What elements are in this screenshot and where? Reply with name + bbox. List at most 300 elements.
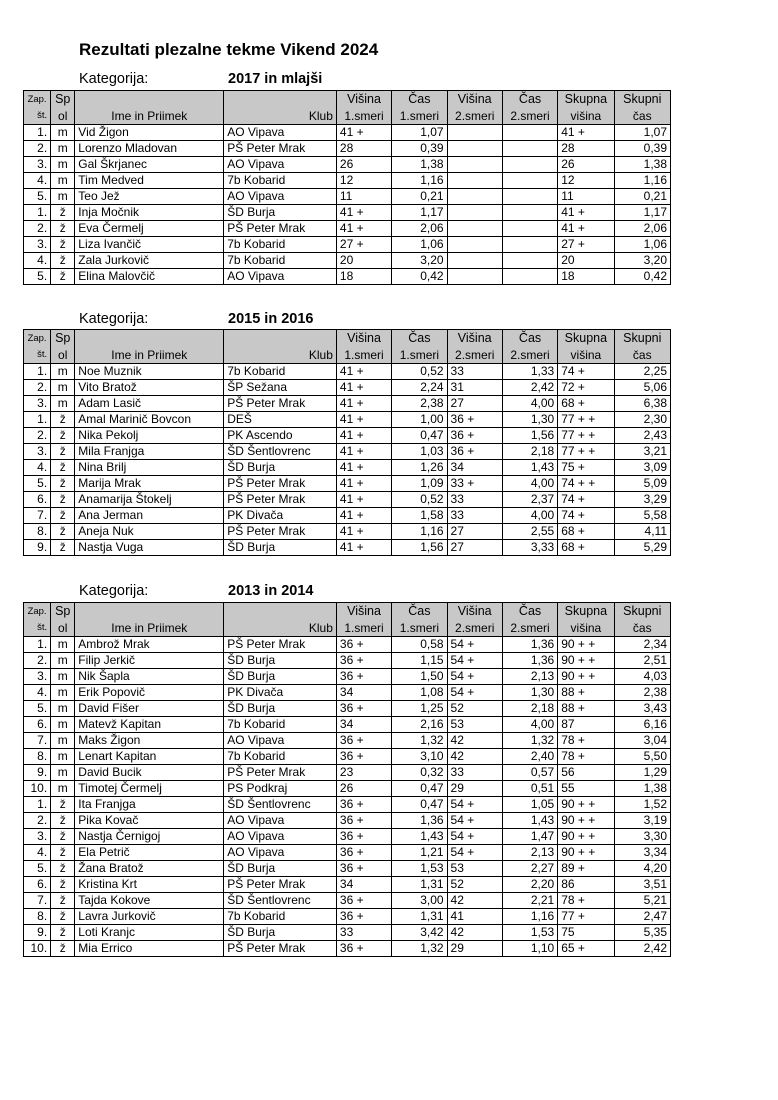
column-header-sp-line1: Sp — [51, 603, 75, 621]
category-value: 2017 in mlajši — [228, 71, 323, 87]
cell-v2: 54 + — [447, 653, 502, 669]
column-header-t1-line2: 1.smeri — [392, 108, 447, 125]
cell-v1: 23 — [336, 765, 391, 781]
cell-v1: 36 + — [336, 909, 391, 925]
cell-sv: 90 + + — [558, 637, 614, 653]
table-row — [24, 157, 671, 173]
table-row — [24, 492, 671, 508]
column-header-sp-line1: Sp — [51, 91, 75, 109]
cell-sp: ž — [51, 540, 75, 556]
cell-t1: 1,32 — [392, 941, 447, 957]
cell-st: 1,17 — [614, 205, 670, 221]
table-row — [24, 653, 671, 669]
table-row — [24, 141, 671, 157]
cell-sv: 28 — [558, 141, 614, 157]
cell-sp: ž — [51, 845, 75, 861]
cell-name: Nastja Černigoj — [75, 829, 224, 845]
cell-sv: 88 + — [558, 701, 614, 717]
table-row — [24, 524, 671, 540]
table-row — [24, 237, 671, 253]
column-header-t1-line1: Čas — [392, 91, 447, 109]
cell-t2 — [502, 269, 557, 285]
cell-sv: 12 — [558, 173, 614, 189]
cell-sp: m — [51, 125, 75, 141]
cell-t1: 2,24 — [392, 380, 447, 396]
cell-sp: ž — [51, 925, 75, 941]
cell-sv: 75 + — [558, 460, 614, 476]
cell-name: Ambrož Mrak — [75, 637, 224, 653]
cell-v1: 34 — [336, 717, 391, 733]
cell-name: Anamarija Štokelj — [75, 492, 224, 508]
cell-t1: 1,21 — [392, 845, 447, 861]
cell-t1: 1,53 — [392, 861, 447, 877]
cell-zap: 5. — [24, 701, 51, 717]
cell-st: 3,19 — [614, 813, 670, 829]
cell-zap: 5. — [24, 189, 51, 205]
cell-club: PS Podkraj — [224, 781, 337, 797]
cell-sv: 41 + — [558, 221, 614, 237]
column-header-t2-line2: 2.smeri — [502, 347, 557, 364]
table-row — [24, 941, 671, 957]
cell-zap: 1. — [24, 125, 51, 141]
column-header-sv-line2: višina — [558, 347, 614, 364]
cell-v2 — [447, 205, 502, 221]
cell-zap: 8. — [24, 909, 51, 925]
table-row — [24, 829, 671, 845]
cell-sv: 68 + — [558, 540, 614, 556]
cell-sv: 26 — [558, 157, 614, 173]
page-title: Rezultati plezalne tekme Vikend 2024 — [79, 40, 379, 59]
cell-name: David Bucik — [75, 765, 224, 781]
column-header-name: Ime in Priimek — [75, 620, 224, 637]
cell-sp: m — [51, 157, 75, 173]
cell-t2 — [502, 205, 557, 221]
table-row — [24, 909, 671, 925]
cell-zap: 3. — [24, 444, 51, 460]
category-label: Kategorija: — [79, 583, 149, 599]
cell-v2: 42 — [447, 733, 502, 749]
cell-v1: 26 — [336, 157, 391, 173]
cell-sv: 55 — [558, 781, 614, 797]
cell-t2: 2,55 — [502, 524, 557, 540]
cell-club: ŠD Burja — [224, 460, 337, 476]
cell-name: Lavra Jurkovič — [75, 909, 224, 925]
cell-sv: 41 + — [558, 125, 614, 141]
cell-name: Ita Franjga — [75, 797, 224, 813]
cell-v2: 54 + — [447, 669, 502, 685]
cell-zap: 6. — [24, 717, 51, 733]
cell-t1: 1,07 — [392, 125, 447, 141]
cell-v2: 33 — [447, 364, 502, 380]
cell-t1: 1,06 — [392, 237, 447, 253]
cell-sp: ž — [51, 205, 75, 221]
table-row — [24, 380, 671, 396]
cell-club: PŠ Peter Mrak — [224, 476, 337, 492]
cell-st: 1,16 — [614, 173, 670, 189]
cell-t2: 4,00 — [502, 508, 557, 524]
cell-zap: 7. — [24, 893, 51, 909]
cell-name: Erik Popovič — [75, 685, 224, 701]
cell-v2: 53 — [447, 861, 502, 877]
cell-sp: ž — [51, 412, 75, 428]
cell-t2: 1,36 — [502, 637, 557, 653]
cell-st: 1,06 — [614, 237, 670, 253]
cell-t1: 1,08 — [392, 685, 447, 701]
cell-club: ŠD Burja — [224, 653, 337, 669]
column-header-spacer — [224, 603, 337, 621]
column-header-name: Ime in Priimek — [75, 347, 224, 364]
cell-club: PŠ Peter Mrak — [224, 941, 337, 957]
cell-sv: 78 + — [558, 893, 614, 909]
column-header-zap-line1: Zap. — [24, 330, 51, 348]
column-header-t2-line1: Čas — [502, 603, 557, 621]
column-header-t1-line2: 1.smeri — [392, 620, 447, 637]
table-row — [24, 781, 671, 797]
table-row — [24, 893, 671, 909]
cell-club: AO Vipava — [224, 189, 337, 205]
cell-sp: ž — [51, 476, 75, 492]
column-header-v2-line1: Višina — [447, 330, 502, 348]
cell-v2: 41 — [447, 909, 502, 925]
cell-sp: m — [51, 653, 75, 669]
column-header-v2-line1: Višina — [447, 91, 502, 109]
cell-sv: 77 + + — [558, 412, 614, 428]
cell-club: PŠ Peter Mrak — [224, 396, 337, 412]
cell-v1: 41 + — [336, 380, 391, 396]
cell-v2 — [447, 173, 502, 189]
column-header-t2-line1: Čas — [502, 91, 557, 109]
cell-sp: m — [51, 685, 75, 701]
cell-sp: m — [51, 733, 75, 749]
cell-t1: 0,52 — [392, 492, 447, 508]
cell-name: Marija Mrak — [75, 476, 224, 492]
cell-v1: 12 — [336, 173, 391, 189]
cell-club: AO Vipava — [224, 813, 337, 829]
cell-t1: 1,03 — [392, 444, 447, 460]
cell-sp: ž — [51, 444, 75, 460]
cell-name: Filip Jerkič — [75, 653, 224, 669]
column-header-t1-line2: 1.smeri — [392, 347, 447, 364]
cell-v1: 41 + — [336, 428, 391, 444]
cell-t2 — [502, 237, 557, 253]
cell-t2: 2,27 — [502, 861, 557, 877]
cell-sv: 74 + — [558, 508, 614, 524]
cell-name: Zala Jurkovič — [75, 253, 224, 269]
cell-st: 5,58 — [614, 508, 670, 524]
table-row — [24, 701, 671, 717]
column-header-v1-line2: 1.smeri — [336, 620, 391, 637]
column-header-t2-line2: 2.smeri — [502, 620, 557, 637]
cell-t1: 2,06 — [392, 221, 447, 237]
results-table — [23, 90, 671, 285]
results-table — [23, 329, 671, 556]
cell-v1: 41 + — [336, 476, 391, 492]
cell-club: ŠD Šentlovrenc — [224, 797, 337, 813]
cell-v2: 54 + — [447, 685, 502, 701]
cell-sp: m — [51, 396, 75, 412]
table-row — [24, 508, 671, 524]
category-label: Kategorija: — [79, 311, 149, 327]
cell-zap: 10. — [24, 781, 51, 797]
cell-st: 1,29 — [614, 765, 670, 781]
cell-v2: 42 — [447, 749, 502, 765]
cell-club: 7b Kobarid — [224, 749, 337, 765]
cell-sv: 90 + + — [558, 845, 614, 861]
cell-t1: 2,38 — [392, 396, 447, 412]
column-header-v1-line2: 1.smeri — [336, 347, 391, 364]
cell-name: Pika Kovač — [75, 813, 224, 829]
cell-sv: 18 — [558, 269, 614, 285]
cell-t2: 1,53 — [502, 925, 557, 941]
cell-name: Gal Škrjanec — [75, 157, 224, 173]
cell-t1: 0,47 — [392, 428, 447, 444]
cell-sv: 11 — [558, 189, 614, 205]
cell-sp: ž — [51, 861, 75, 877]
cell-zap: 1. — [24, 364, 51, 380]
cell-club: ŠD Burja — [224, 669, 337, 685]
cell-sp: m — [51, 669, 75, 685]
cell-sp: ž — [51, 492, 75, 508]
cell-v1: 41 + — [336, 540, 391, 556]
table-row — [24, 412, 671, 428]
cell-name: Ela Petrič — [75, 845, 224, 861]
cell-t1: 1,31 — [392, 877, 447, 893]
table-row — [24, 444, 671, 460]
cell-v1: 41 + — [336, 364, 391, 380]
cell-v1: 36 + — [336, 669, 391, 685]
cell-name: Nika Pekolj — [75, 428, 224, 444]
cell-t1: 1,31 — [392, 909, 447, 925]
cell-v1: 36 + — [336, 797, 391, 813]
column-header-v2-line2: 2.smeri — [447, 108, 502, 125]
cell-st: 5,35 — [614, 925, 670, 941]
cell-st: 0,39 — [614, 141, 670, 157]
cell-zap: 2. — [24, 380, 51, 396]
cell-st: 1,52 — [614, 797, 670, 813]
cell-st: 2,51 — [614, 653, 670, 669]
cell-club: AO Vipava — [224, 157, 337, 173]
cell-v1: 41 + — [336, 221, 391, 237]
column-header-sv-line1: Skupna — [558, 91, 614, 109]
cell-t2: 2,18 — [502, 701, 557, 717]
cell-zap: 6. — [24, 877, 51, 893]
cell-v1: 33 — [336, 925, 391, 941]
cell-st: 0,21 — [614, 189, 670, 205]
table-row — [24, 269, 671, 285]
cell-v1: 36 + — [336, 749, 391, 765]
cell-t2: 1,43 — [502, 813, 557, 829]
cell-v2: 54 + — [447, 829, 502, 845]
cell-st: 6,16 — [614, 717, 670, 733]
cell-club: PK Ascendo — [224, 428, 337, 444]
cell-club: ŠD Šentlovrenc — [224, 893, 337, 909]
column-header-sp-line2: ol — [51, 108, 75, 125]
cell-v1: 34 — [336, 685, 391, 701]
cell-v1: 36 + — [336, 861, 391, 877]
cell-v2 — [447, 269, 502, 285]
cell-v2 — [447, 141, 502, 157]
cell-t2: 4,00 — [502, 476, 557, 492]
table-row — [24, 765, 671, 781]
cell-name: Maks Žigon — [75, 733, 224, 749]
table-row — [24, 685, 671, 701]
table-row — [24, 925, 671, 941]
cell-v2: 53 — [447, 717, 502, 733]
cell-zap: 7. — [24, 508, 51, 524]
cell-t1: 0,21 — [392, 189, 447, 205]
cell-t1: 3,20 — [392, 253, 447, 269]
cell-sp: ž — [51, 428, 75, 444]
cell-sp: m — [51, 765, 75, 781]
cell-t1: 1,38 — [392, 157, 447, 173]
cell-zap: 8. — [24, 524, 51, 540]
table-row — [24, 637, 671, 653]
cell-v2: 54 + — [447, 797, 502, 813]
cell-v1: 36 + — [336, 829, 391, 845]
cell-sv: 74 + + — [558, 476, 614, 492]
cell-t1: 0,47 — [392, 781, 447, 797]
cell-v1: 41 + — [336, 125, 391, 141]
cell-club: ŠD Burja — [224, 205, 337, 221]
table-row — [24, 173, 671, 189]
cell-name: Nik Šapla — [75, 669, 224, 685]
cell-t2: 4,00 — [502, 717, 557, 733]
cell-zap: 2. — [24, 813, 51, 829]
cell-st: 2,47 — [614, 909, 670, 925]
cell-club: ŠD Burja — [224, 701, 337, 717]
cell-sv: 74 + — [558, 364, 614, 380]
column-header-sp-line1: Sp — [51, 330, 75, 348]
cell-name: Vito Bratož — [75, 380, 224, 396]
cell-v2: 33 — [447, 492, 502, 508]
cell-t2: 1,10 — [502, 941, 557, 957]
cell-v2: 33 — [447, 508, 502, 524]
cell-name: Žana Bratož — [75, 861, 224, 877]
cell-t2: 1,16 — [502, 909, 557, 925]
cell-v1: 41 + — [336, 492, 391, 508]
cell-v1: 36 + — [336, 637, 391, 653]
column-header-t2-line2: 2.smeri — [502, 108, 557, 125]
cell-sv: 86 — [558, 877, 614, 893]
column-header-spacer — [75, 91, 224, 109]
cell-st: 4,11 — [614, 524, 670, 540]
cell-v2: 33 — [447, 765, 502, 781]
cell-t1: 0,52 — [392, 364, 447, 380]
table-row — [24, 797, 671, 813]
cell-name: Teo Jež — [75, 189, 224, 205]
cell-st: 3,34 — [614, 845, 670, 861]
cell-sp: ž — [51, 524, 75, 540]
column-header-v2-line1: Višina — [447, 603, 502, 621]
cell-t1: 1,26 — [392, 460, 447, 476]
cell-st: 3,20 — [614, 253, 670, 269]
column-header-v1-line1: Višina — [336, 330, 391, 348]
cell-sp: m — [51, 173, 75, 189]
cell-v2: 36 + — [447, 444, 502, 460]
column-header-sp-line2: ol — [51, 620, 75, 637]
column-header-sv-line1: Skupna — [558, 330, 614, 348]
column-header-v2-line2: 2.smeri — [447, 620, 502, 637]
column-header-zap-line2: št. — [24, 347, 51, 364]
cell-sv: 75 — [558, 925, 614, 941]
cell-t2: 2,13 — [502, 669, 557, 685]
table-row — [24, 476, 671, 492]
column-header-st-line1: Skupni — [614, 91, 670, 109]
cell-t2 — [502, 253, 557, 269]
cell-t2: 1,43 — [502, 460, 557, 476]
cell-v2: 54 + — [447, 845, 502, 861]
column-header-spacer — [224, 91, 337, 109]
cell-t2 — [502, 189, 557, 205]
cell-name: Timotej Čermelj — [75, 781, 224, 797]
cell-st: 2,38 — [614, 685, 670, 701]
cell-v2 — [447, 221, 502, 237]
cell-t1: 1,00 — [392, 412, 447, 428]
column-header-spacer — [75, 330, 224, 348]
cell-v1: 36 + — [336, 893, 391, 909]
cell-t1: 3,00 — [392, 893, 447, 909]
cell-sv: 27 + — [558, 237, 614, 253]
cell-club: ŠP Sežana — [224, 380, 337, 396]
column-header-v1-line1: Višina — [336, 603, 391, 621]
cell-v2 — [447, 253, 502, 269]
category-label: Kategorija: — [79, 71, 149, 87]
cell-st: 5,50 — [614, 749, 670, 765]
column-header-zap-line1: Zap. — [24, 91, 51, 109]
table-row — [24, 877, 671, 893]
cell-sv: 78 + — [558, 733, 614, 749]
cell-zap: 8. — [24, 749, 51, 765]
cell-v2: 29 — [447, 941, 502, 957]
cell-zap: 4. — [24, 173, 51, 189]
cell-st: 1,38 — [614, 157, 670, 173]
cell-sp: ž — [51, 877, 75, 893]
cell-st: 3,04 — [614, 733, 670, 749]
cell-name: Liza Ivančič — [75, 237, 224, 253]
cell-st: 0,42 — [614, 269, 670, 285]
cell-t1: 1,50 — [392, 669, 447, 685]
cell-zap: 9. — [24, 925, 51, 941]
cell-sp: m — [51, 781, 75, 797]
cell-club: PŠ Peter Mrak — [224, 524, 337, 540]
cell-zap: 3. — [24, 237, 51, 253]
column-header-zap-line1: Zap. — [24, 603, 51, 621]
cell-st: 2,30 — [614, 412, 670, 428]
cell-st: 4,20 — [614, 861, 670, 877]
cell-club: 7b Kobarid — [224, 909, 337, 925]
cell-name: Elina Malovčič — [75, 269, 224, 285]
cell-sp: ž — [51, 508, 75, 524]
cell-st: 5,29 — [614, 540, 670, 556]
cell-t2: 1,30 — [502, 685, 557, 701]
column-header-st-line1: Skupni — [614, 330, 670, 348]
cell-zap: 2. — [24, 428, 51, 444]
cell-zap: 9. — [24, 765, 51, 781]
cell-zap: 2. — [24, 653, 51, 669]
cell-t1: 1,32 — [392, 733, 447, 749]
cell-zap: 1. — [24, 205, 51, 221]
cell-sp: m — [51, 380, 75, 396]
cell-v2: 54 + — [447, 813, 502, 829]
cell-sp: ž — [51, 893, 75, 909]
cell-zap: 3. — [24, 829, 51, 845]
column-header-spacer — [75, 603, 224, 621]
cell-sp: ž — [51, 829, 75, 845]
cell-v1: 41 + — [336, 444, 391, 460]
cell-club: 7b Kobarid — [224, 253, 337, 269]
table-row — [24, 189, 671, 205]
cell-club: ŠD Burja — [224, 861, 337, 877]
